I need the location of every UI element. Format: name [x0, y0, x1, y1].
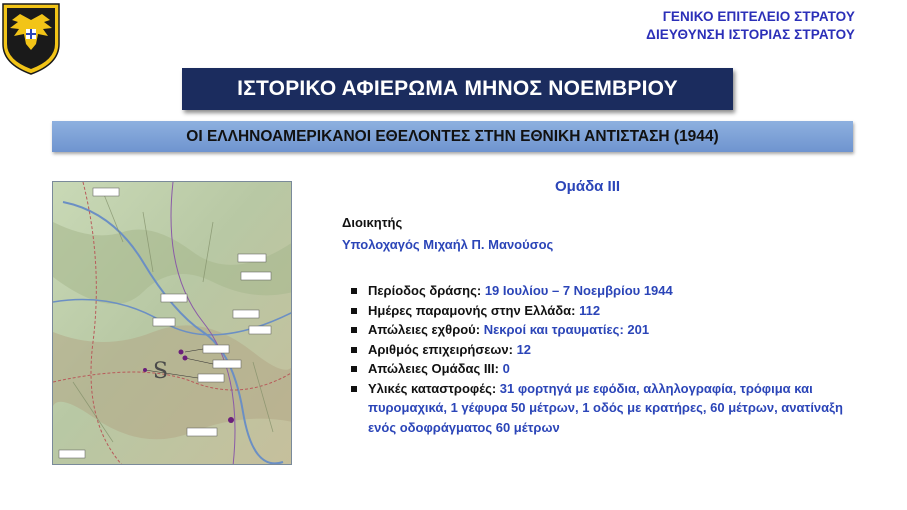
page-subtitle: ΟΙ ΕΛΛΗΝΟΑΜΕΡΙΚΑΝΟΙ ΕΘΕΛΟΝΤΕΣ ΣΤΗΝ ΕΘΝΙΚΗ ΑΝΤΙΣΤΑΣΗ (1944) — [52, 121, 853, 152]
fact-value: 112 — [579, 302, 601, 318]
fact-label: Απώλειες Ομάδας ΙΙΙ: — [368, 361, 499, 376]
fact-label: Ημέρες παραμονής στην Ελλάδα: — [368, 302, 576, 318]
fact-enemy-losses — [348, 320, 868, 340]
svg-text:S: S — [153, 359, 169, 384]
group-title: Ομάδα ΙΙΙ — [555, 178, 621, 195]
org-line-1: ΓΕΝΙΚΟ ΕΠΙΤΕΛΕΙΟ ΣΤΡΑΤΟΥ — [662, 9, 855, 24]
commander-name: Υπολοχαγός Μιχαήλ Π. Μανούσος — [342, 237, 554, 252]
fact-value: Νεκροί και τραυματίες: 201 — [483, 322, 650, 337]
org-line-2: ΔΙΕΥΘΥΝΣΗ ΙΣΤΟΡΙΑΣ ΣΤΡΑΤΟΥ — [646, 27, 855, 42]
fact-value: 0 — [502, 361, 510, 376]
fact-label: Υλικές καταστροφές: — [368, 380, 497, 396]
fact-value: 31 φορτηγά με εφόδια, αλληλογραφία, τρόφιμα και πυρομαχικά, 1 γέφυρα 50 μέτρων, 1 οδός με κρατήρες, 60 μέτρων, ανατίναξη ενός οδοφράγματος 60 μέτρων — [368, 380, 843, 435]
fact-value: 12 — [516, 341, 532, 357]
commander-label: Διοικητής — [342, 215, 403, 230]
page-title: ΙΣΤΟΡΙΚΟ ΑΦΙΕΡΩΜΑ ΜΗΝΟΣ ΝΟΕΜΒΡΙΟΥ — [182, 68, 733, 110]
facts-list — [348, 281, 868, 437]
army-eagle-emblem-icon — [0, 0, 62, 76]
fact-group-losses — [348, 359, 868, 379]
organization-header — [646, 8, 855, 44]
fact-label: Απώλειες εχθρού: — [368, 322, 481, 337]
fact-label: Περίοδος δράσης: — [368, 283, 482, 298]
fact-material-destruction — [348, 379, 868, 438]
fact-value: 19 Ιουλίου – 7 Νοεμβρίου 1944 — [484, 283, 673, 298]
fact-operations — [348, 340, 868, 360]
fact-days — [348, 301, 868, 321]
historical-map-image — [52, 181, 292, 465]
fact-period — [348, 281, 868, 301]
fact-label: Αριθμός επιχειρήσεων: — [368, 341, 513, 357]
